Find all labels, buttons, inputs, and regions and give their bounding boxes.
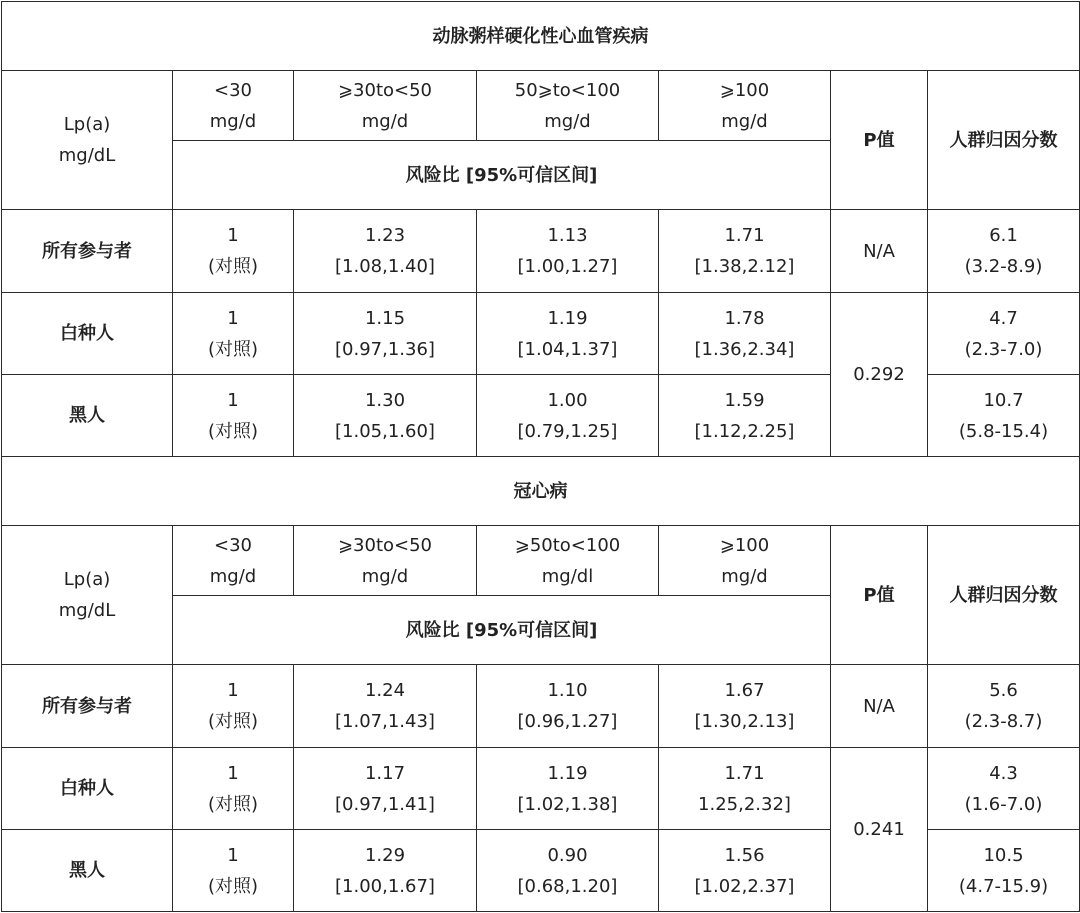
- hr-cell: 1.15 [0.97,1.36]: [294, 293, 477, 375]
- hr-cell: 1.71 1.25,2.32]: [659, 748, 831, 830]
- hr-cell: 1.67 [1.30,2.13]: [659, 665, 831, 748]
- hr-cell: 1.24 [1.07,1.43]: [294, 665, 477, 748]
- hr-cell: 1.59 [1.12,2.25]: [659, 375, 831, 457]
- paf-cell: 10.7 (5.8-15.4): [928, 375, 1080, 457]
- hr-cell: 1.71 [1.38,2.12]: [659, 210, 831, 293]
- p-value-cell: N/A: [831, 210, 928, 293]
- hr-cell: 1.30 [1.05,1.60]: [294, 375, 477, 457]
- row-label: 黑人: [2, 830, 173, 912]
- hr-cell: 0.90 [0.68,1.20]: [477, 830, 659, 912]
- section-title-ascvd: 动脉粥样硬化性心血管疾病: [2, 2, 1080, 71]
- p-value-race-cell: 0.241: [831, 748, 928, 912]
- paf-cell: 5.6 (2.3-8.7): [928, 665, 1080, 748]
- category-header: ⩾100 mg/d: [659, 71, 831, 141]
- reference-cell: 1 (对照): [173, 830, 294, 912]
- paf-header: 人群归因分数: [928, 526, 1080, 665]
- p-value-cell: N/A: [831, 665, 928, 748]
- paf-header: 人群归因分数: [928, 71, 1080, 210]
- lpa-label: Lp(a): [63, 114, 111, 135]
- hr-cell: 1.23 [1.08,1.40]: [294, 210, 477, 293]
- row-label: 白种人: [2, 748, 173, 830]
- paf-cell: 10.5 (4.7-15.9): [928, 830, 1080, 912]
- hazard-ratio-header: 风险比 [95%可信区间]: [173, 141, 831, 210]
- section-title-chd: 冠心病: [2, 457, 1080, 526]
- row-label: 黑人: [2, 375, 173, 457]
- hr-cell: 1.13 [1.00,1.27]: [477, 210, 659, 293]
- reference-cell: 1 (对照): [173, 293, 294, 375]
- reference-cell: 1 (对照): [173, 375, 294, 457]
- lpa-risk-table: [1, 1, 1080, 912]
- p-value-race-cell: 0.292: [831, 293, 928, 457]
- p-value-header: P值: [831, 526, 928, 665]
- hr-cell: 1.56 [1.02,2.37]: [659, 830, 831, 912]
- hr-cell: 1.29 [1.00,1.67]: [294, 830, 477, 912]
- row-label: 所有参与者: [2, 665, 173, 748]
- hr-cell: 1.17 [0.97,1.41]: [294, 748, 477, 830]
- category-header: 50⩾to<100 mg/d: [477, 71, 659, 141]
- lpa-label: Lp(a): [63, 569, 111, 590]
- category-header: ⩾50to<100 mg/dl: [477, 526, 659, 596]
- reference-cell: 1 (对照): [173, 210, 294, 293]
- row-label: 所有参与者: [2, 210, 173, 293]
- category-header: <30 mg/d: [173, 71, 294, 141]
- category-header: <30 mg/d: [173, 526, 294, 596]
- lpa-unit-header: [2, 71, 173, 210]
- lpa-unit-header: [2, 526, 173, 665]
- paf-cell: 4.3 (1.6-7.0): [928, 748, 1080, 830]
- row-label: 白种人: [2, 293, 173, 375]
- hr-cell: 1.10 [0.96,1.27]: [477, 665, 659, 748]
- lpa-unit: mg/dL: [58, 145, 116, 166]
- category-header: ⩾100 mg/d: [659, 526, 831, 596]
- p-value-header: P值: [831, 71, 928, 210]
- hr-cell: 1.19 [1.04,1.37]: [477, 293, 659, 375]
- lpa-unit: mg/dL: [58, 600, 116, 621]
- category-header: ⩾30to<50 mg/d: [294, 526, 477, 596]
- hazard-ratio-header: 风险比 [95%可信区间]: [173, 596, 831, 665]
- hr-cell: 1.00 [0.79,1.25]: [477, 375, 659, 457]
- hr-cell: 1.19 [1.02,1.38]: [477, 748, 659, 830]
- category-header: ⩾30to<50 mg/d: [294, 71, 477, 141]
- hr-cell: 1.78 [1.36,2.34]: [659, 293, 831, 375]
- reference-cell: 1 (对照): [173, 748, 294, 830]
- reference-cell: 1 (对照): [173, 665, 294, 748]
- paf-cell: 4.7 (2.3-7.0): [928, 293, 1080, 375]
- paf-cell: 6.1 (3.2-8.9): [928, 210, 1080, 293]
